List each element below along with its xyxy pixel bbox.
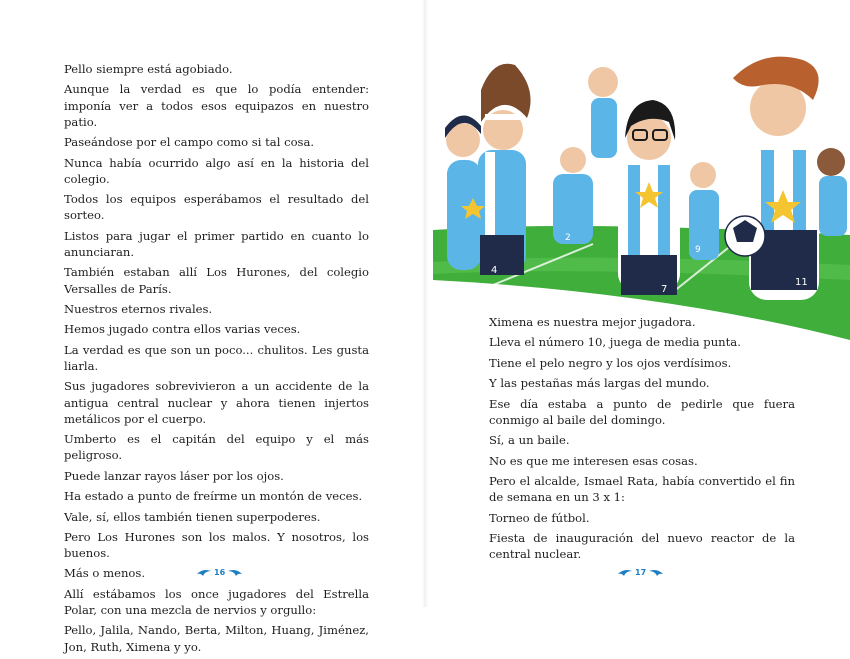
paragraph: Nunca había ocurrido algo así en la historia del colegio. (64, 155, 369, 186)
paragraph: Torneo de fútbol. (489, 510, 590, 525)
paragraph: Fiesta de inauguración del nuevo reactor de la central nuclear. (489, 530, 795, 562)
paragraph: Ha estado a punto de freírme un montón de veces. (64, 489, 363, 504)
paragraph: Todos los equipos esperábamos el resultado del sorteo. (64, 192, 369, 223)
paragraph: Más o menos. (64, 566, 146, 581)
paragraph: Vale, sí, ellos también tienen superpoderes. (64, 509, 321, 524)
player-glasses (618, 100, 680, 295)
jersey-number: 11 (795, 277, 808, 288)
wing-left-icon (618, 569, 632, 576)
paragraph: Lleva el número 10, juega de media punta. (489, 335, 741, 350)
paragraph: Listos para jugar el primer partido en cuanto lo anunciaran. (64, 228, 369, 259)
paragraph: Paseándose por el campo como si tal cosa. (64, 135, 315, 150)
paragraph: Pello siempre está agobiado. (64, 62, 233, 76)
right-page-text (489, 314, 795, 567)
player-far-right (817, 148, 847, 236)
player-back-row (553, 67, 618, 244)
soccer-team-illustration (433, 30, 850, 340)
paragraph: Tiene el pelo negro y los ojos verdísimos. (489, 355, 732, 370)
page-number-text: 16 (214, 568, 226, 577)
paragraph: La verdad es que son un poco... chulitos. Les gusta liarla. (64, 342, 369, 373)
paragraph: Hemos jugado contra ellos varias veces. (64, 322, 301, 337)
paragraph: Nuestros eternos rivales. (64, 301, 213, 316)
paragraph: Allí estábamos los once jugadores del Estrella Polar, con una mezcla de nervios y orgullo: (64, 586, 369, 618)
wing-right-icon (649, 569, 663, 576)
paragraph: Ese día estaba a punto de pedirle que fuera conmigo al baile del domingo. (489, 396, 795, 427)
jersey-number: 9 (695, 245, 701, 255)
page-number-text: 17 (635, 568, 647, 577)
paragraph: Pero el alcalde, Ismael Rata, había convertido el fin de semana en un 3 x 1: (489, 473, 795, 505)
wing-right-icon (228, 569, 242, 576)
player-left (445, 115, 481, 270)
paragraph: Pero Los Hurones son los malos. Y nosotros, los buenos. (64, 529, 369, 561)
paragraph: Aunque la verdad es que lo podía entender: imponía ver a todos esos equipazos en nuestro patio. (64, 82, 369, 129)
jersey-number: 7 (661, 284, 668, 295)
jersey-number: 2 (565, 233, 571, 243)
wing-left-icon (197, 569, 211, 576)
right-page (425, 0, 850, 607)
paragraph: Y las pestañas más largas del mundo. (489, 376, 710, 391)
player-small (689, 162, 719, 260)
paragraph: También estaban allí Los Hurones, del colegio Versalles de París. (64, 265, 369, 296)
left-page (0, 0, 425, 654)
paragraph: Sí, a un baile. (489, 433, 570, 448)
page-number-right (618, 568, 663, 577)
paragraph: Sus jugadores sobrevivieron a un accidente de la antigua central nuclear y ahora tienen injertos metálicos por el cuerpo. (64, 379, 369, 426)
jersey-number: 4 (491, 265, 498, 276)
paragraph: Ximena es nuestra mejor jugadora. (489, 315, 696, 329)
paragraph: Umberto es el capitán del equipo y el más peligroso. (64, 432, 369, 463)
paragraph: Pello, Jalila, Nando, Berta, Milton, Huang, Jiménez, Jon, Ruth, Ximena y yo. (64, 623, 369, 654)
soccer-ball (725, 216, 765, 256)
paragraph: No es que me interesen esas cosas. (489, 453, 698, 468)
page-number-left (197, 568, 242, 577)
paragraph: Puede lanzar rayos láser por los ojos. (64, 468, 284, 483)
